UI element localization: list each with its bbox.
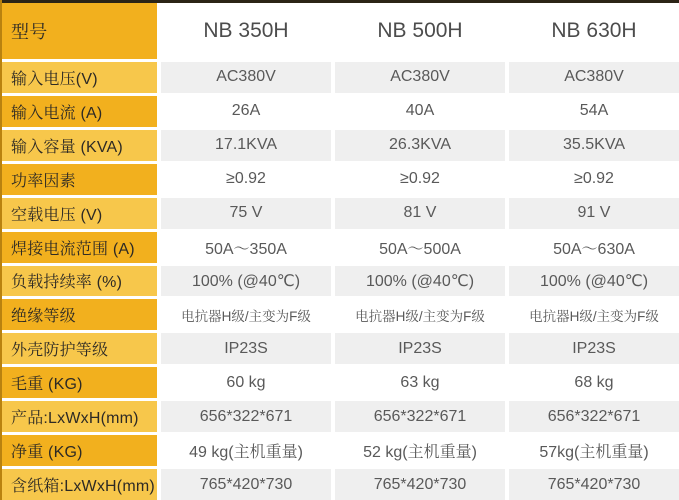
cell-enclosure-protection-1: IP23S xyxy=(161,333,331,364)
cell-product-dimensions-3: 656*322*671 xyxy=(509,401,679,432)
cell-no-load-voltage-1: 75 V xyxy=(161,198,331,229)
cell-gross-weight-1: 60 kg xyxy=(161,367,331,398)
cell-welding-current-range-1: 50A～350A xyxy=(161,232,331,263)
cell-net-weight-2: 52 kg(主机重量) xyxy=(335,435,505,466)
cell-input-voltage-3: AC380V xyxy=(509,62,679,93)
cell-input-current-1: 26A xyxy=(161,96,331,127)
top-border-line xyxy=(0,0,679,3)
row-label-carton-dimensions: 含纸箱:LxWxH(mm) xyxy=(0,469,157,500)
cell-gross-weight-3: 68 kg xyxy=(509,367,679,398)
cell-product-dimensions-1: 656*322*671 xyxy=(161,401,331,432)
cell-duty-cycle-1: 100% (@40℃) xyxy=(161,266,331,297)
cell-power-factor-2: ≥0.92 xyxy=(335,164,505,195)
row-label-insulation-class: 绝缘等级 xyxy=(0,299,157,330)
cell-welding-current-range-3: 50A～630A xyxy=(509,232,679,263)
row-label-enclosure-protection: 外壳防护等级 xyxy=(0,333,157,364)
row-label-input-capacity: 输入容量 (KVA) xyxy=(0,130,157,161)
cell-power-factor-1: ≥0.92 xyxy=(161,164,331,195)
cell-input-capacity-1: 17.1KVA xyxy=(161,130,331,161)
row-label-welding-current-range: 焊接电流范围 (A) xyxy=(0,232,157,263)
cell-no-load-voltage-2: 81 V xyxy=(335,198,505,229)
row-label-gross-weight: 毛重 (KG) xyxy=(0,367,157,398)
row-label-no-load-voltage: 空载电压 (V) xyxy=(0,198,157,229)
row-label-input-voltage: 输入电压(V) xyxy=(0,62,157,93)
cell-gross-weight-2: 63 kg xyxy=(335,367,505,398)
cell-duty-cycle-3: 100% (@40℃) xyxy=(509,266,679,297)
row-label-input-current: 输入电流 (A) xyxy=(0,96,157,127)
cell-no-load-voltage-3: 91 V xyxy=(509,198,679,229)
cell-input-voltage-1: AC380V xyxy=(161,62,331,93)
header-model-nb630h: NB 630H xyxy=(509,3,679,59)
row-label-net-weight: 净重 (KG) xyxy=(0,435,157,466)
cell-product-dimensions-2: 656*322*671 xyxy=(335,401,505,432)
left-border-line xyxy=(0,0,2,500)
cell-carton-dimensions-2: 765*420*730 xyxy=(335,469,505,500)
cell-enclosure-protection-2: IP23S xyxy=(335,333,505,364)
cell-power-factor-3: ≥0.92 xyxy=(509,164,679,195)
cell-carton-dimensions-1: 765*420*730 xyxy=(161,469,331,500)
header-label-model: 型号 xyxy=(0,3,157,59)
header-model-nb500h: NB 500H xyxy=(335,3,505,59)
cell-input-current-2: 40A xyxy=(335,96,505,127)
spec-grid xyxy=(0,3,679,500)
cell-input-voltage-2: AC380V xyxy=(335,62,505,93)
cell-input-capacity-2: 26.3KVA xyxy=(335,130,505,161)
cell-enclosure-protection-3: IP23S xyxy=(509,333,679,364)
cell-welding-current-range-2: 50A～500A xyxy=(335,232,505,263)
row-label-power-factor: 功率因素 xyxy=(0,164,157,195)
cell-duty-cycle-2: 100% (@40℃) xyxy=(335,266,505,297)
cell-net-weight-1: 49 kg(主机重量) xyxy=(161,435,331,466)
row-label-duty-cycle: 负载持续率 (%) xyxy=(0,266,157,297)
cell-insulation-class-3: 电抗器H级/主变为F级 xyxy=(509,299,679,330)
cell-insulation-class-2: 电抗器H级/主变为F级 xyxy=(335,299,505,330)
cell-input-current-3: 54A xyxy=(509,96,679,127)
header-model-nb350h: NB 350H xyxy=(161,3,331,59)
cell-carton-dimensions-3: 765*420*730 xyxy=(509,469,679,500)
cell-input-capacity-3: 35.5KVA xyxy=(509,130,679,161)
row-label-product-dimensions: 产品:LxWxH(mm) xyxy=(0,401,157,432)
cell-insulation-class-1: 电抗器H级/主变为F级 xyxy=(161,299,331,330)
cell-net-weight-3: 57kg(主机重量) xyxy=(509,435,679,466)
